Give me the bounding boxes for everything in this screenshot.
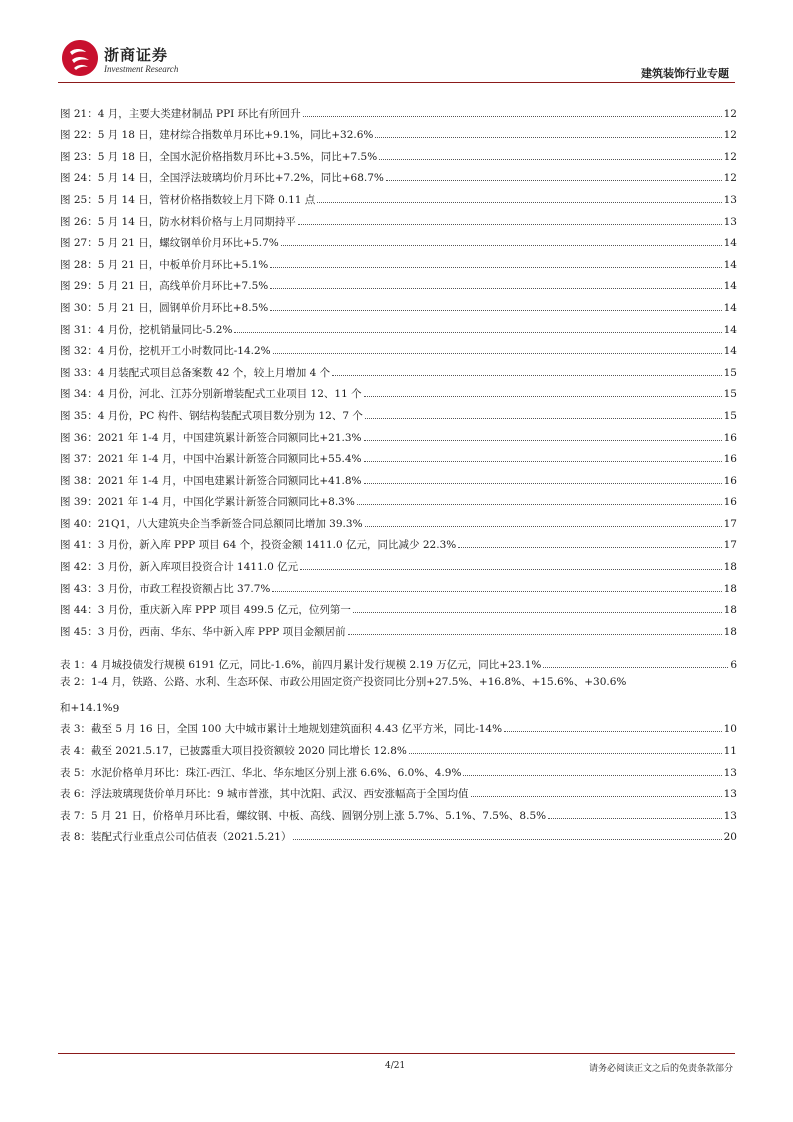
entry-label: 表 1：4 月城投债发行规模 6191 亿元，同比-1.6%，前四月累计发行规模 2.19 万亿元，同比+23.1% [60,658,542,671]
entry-label: 图 35：4 月份，PC 构件、钢结构装配式项目数分别为 12、7 个 [60,409,363,422]
table-index [60,650,737,844]
entry-page: 11 [723,744,737,757]
entry-page: 18 [723,582,737,595]
table-toc-entry[interactable] [60,715,737,737]
entry-page: 14 [723,237,737,250]
entry-page: 17 [723,539,737,552]
figure-toc-entry[interactable] [60,466,737,488]
figure-toc-entry[interactable] [60,185,737,207]
table-toc-entry[interactable] [60,672,737,715]
figure-toc-entry[interactable] [60,99,737,121]
figure-toc-entry[interactable] [60,142,737,164]
header-divider [58,82,735,83]
figure-toc-entry[interactable] [60,164,737,186]
entry-label: 图 43：3 月份，市政工程投资额占比 37.7% [60,582,271,595]
entry-page: 16 [723,431,737,444]
entry-label: 表 5：水泥价格单月环比：珠江-西江、华北、华东地区分别上涨 6.6%、6.0%、4.9% [60,766,462,779]
entry-label: 图 23：5 月 18 日，全国水泥价格指数月环比+3.5%，同比+7.5% [60,150,378,163]
leader-dots [270,267,721,268]
entry-page: 14 [723,323,737,336]
leader-dots [471,796,722,797]
figure-toc-entry[interactable] [60,380,737,402]
leader-dots [270,310,721,311]
logo-icon [60,38,100,78]
entry-label: 图 44：3 月份，重庆新入库 PPP 项目 499.5 亿元，位列第一 [60,604,351,617]
leader-dots [364,440,722,441]
figure-toc-entry[interactable] [60,272,737,294]
entry-page: 18 [723,625,737,638]
leader-dots [364,483,722,484]
entry-label: 图 34：4 月份，河北、江苏分别新增装配式工业项目 12、11 个 [60,388,362,401]
table-toc-entry[interactable] [60,780,737,802]
report-title: 建筑装饰行业专题 [641,67,729,80]
figure-toc-entry[interactable] [60,596,737,618]
figure-toc-entry[interactable] [60,358,737,380]
leader-dots [317,202,721,203]
entry-label: 图 31：4 月份，挖机销量同比-5.2% [60,323,233,336]
figure-toc-entry[interactable] [60,509,737,531]
entry-label: 图 36：2021 年 1-4 月，中国建筑累计新签合同额同比+21.3% [60,431,362,444]
entry-page: 12 [723,172,737,185]
entry-label: 图 28：5 月 21 日，中板单价月环比+5.1% [60,258,269,271]
leader-dots [504,731,722,732]
brand-name-cn: 浙商证券 [104,46,169,64]
entry-label: 图 37：2021 年 1-4 月，中国中冶累计新签合同额同比+55.4% [60,453,362,466]
leader-dots [375,137,721,138]
entry-label: 图 38：2021 年 1-4 月，中国电建累计新签合同额同比+41.8% [60,474,362,487]
leader-dots [543,667,728,668]
figure-index [60,99,737,639]
figure-toc-entry[interactable] [60,337,737,359]
table-toc-entry[interactable] [60,801,737,823]
entry-label: 图 24：5 月 14 日，全国浮法玻璃均价月环比+7.2%，同比+68.7% [60,172,384,185]
entry-label: 表 3：截至 5 月 16 日，全国 100 大中城市累计土地规划建筑面积 4.43 亿平方米，同比-14% [60,723,503,736]
entry-page: 15 [723,388,737,401]
entry-page: 14 [723,280,737,293]
entry-label: 图 30：5 月 21 日，圆钢单价月环比+8.5% [60,301,269,314]
entry-label: 图 22：5 月 18 日，建材综合指数单月环比+9.1%，同比+32.6% [60,129,374,142]
entry-label: 图 41：3 月份，新入库 PPP 项目 64 个，投资金额 1411.0 亿元，同比减少 22.3% [60,539,457,552]
company-logo [60,38,190,78]
entry-page: 16 [723,453,737,466]
entry-page: 9 [112,702,120,715]
disclaimer-note: 请务必阅读正文之后的免责条款部分 [588,1064,733,1074]
figure-toc-entry[interactable] [60,488,737,510]
entry-page: 15 [723,366,737,379]
figure-toc-entry[interactable] [60,401,737,423]
figure-toc-entry[interactable] [60,574,737,596]
leader-dots [463,775,721,776]
figure-toc-entry[interactable] [60,423,737,445]
page-number: 4/21 [385,1061,406,1071]
leader-dots [332,375,722,376]
leader-dots [293,839,721,840]
table-toc-entry[interactable] [60,736,737,758]
leader-dots [300,569,721,570]
brand-name-en: Investment Research [104,64,179,74]
entry-label: 图 40：21Q1，八大建筑央企当季新签合同总额同比增加 39.3% [60,517,363,530]
entry-label: 图 21：4 月，主要大类建材制品 PPI 环比有所回升 [60,107,301,120]
leader-dots [273,353,722,354]
leader-dots [458,547,721,548]
leader-dots [272,591,721,592]
entry-page: 13 [723,788,737,801]
entry-label: 图 27：5 月 21 日，螺纹钢单价月环比+5.7% [60,237,279,250]
entry-label-continued: 和+14.1% [60,701,113,714]
leader-dots [409,753,722,754]
entry-page: 13 [723,809,737,822]
leader-dots [298,224,722,225]
entry-page: 12 [723,150,737,163]
entry-label: 图 25：5 月 14 日，管材价格指数较上月下降 0.11 点 [60,193,316,206]
entry-page: 13 [723,766,737,779]
entry-page: 13 [723,215,737,228]
entry-page: 14 [723,258,737,271]
leader-dots [379,159,721,160]
entry-label: 图 42：3 月份，新入库项目投资合计 1411.0 亿元 [60,561,299,574]
entry-page: 14 [723,301,737,314]
entry-page: 16 [723,474,737,487]
entry-label: 图 45：3 月份，西南、华东、华中新入库 PPP 项目金额居前 [60,625,346,638]
entry-label: 图 29：5 月 21 日，高线单价月环比+7.5% [60,280,269,293]
entry-label: 图 26：5 月 14 日，防水材料价格与上月同期持平 [60,215,296,228]
table-toc-entry[interactable] [60,823,737,845]
entry-label: 表 8：装配式行业重点公司估值表（2021.5.21） [60,831,292,844]
table-toc-entry[interactable] [60,650,737,672]
leader-dots [303,116,722,117]
entry-page: 12 [723,129,737,142]
entry-label: 图 39：2021 年 1-4 月，中国化学累计新签合同额同比+8.3% [60,496,355,509]
leader-dots [365,526,722,527]
entry-page: 13 [723,193,737,206]
leader-dots [270,288,721,289]
entry-page: 18 [723,561,737,574]
table-toc-entry[interactable] [60,758,737,780]
figure-toc-entry[interactable] [60,229,737,251]
figure-toc-entry[interactable] [60,552,737,574]
figure-toc-entry[interactable] [60,121,737,143]
figure-toc-entry[interactable] [60,315,737,337]
entry-page: 16 [723,496,737,509]
leader-dots [365,418,722,419]
figure-toc-entry[interactable] [60,250,737,272]
leader-dots [364,396,722,397]
figure-toc-entry[interactable] [60,293,737,315]
leader-dots [348,634,722,635]
entry-page: 17 [723,517,737,530]
entry-label: 图 32：4 月份，挖机开工小时数同比-14.2% [60,345,271,358]
leader-dots [357,504,722,505]
leader-dots [386,180,722,181]
page-header [0,0,793,90]
entry-page: 15 [723,409,737,422]
entry-page: 14 [723,345,737,358]
leader-dots [364,461,722,462]
entry-page: 18 [723,604,737,617]
footer-divider [58,1053,735,1054]
leader-dots [281,245,722,246]
leader-dots [234,332,721,333]
entry-page: 12 [723,107,737,120]
entry-label: 表 4：截至 2021.5.17，已披露重大项目投资额较 2020 同比增长 12.8% [60,744,407,757]
figure-toc-entry[interactable] [60,531,737,553]
entry-page: 10 [723,723,737,736]
entry-label: 表 6：浮法玻璃现货价单月环比：9 城市普涨，其中沈阳、武汉、西安涨幅高于全国均值 [60,788,469,801]
figure-toc-entry[interactable] [60,445,737,467]
entry-label: 表 2：1-4 月，铁路、公路、水利、生态环保、市政公用固定资产投资同比分别+27.5%、+16.8%、+15.6%、+30.6% [60,675,627,688]
figure-toc-entry[interactable] [60,207,737,229]
leader-dots [353,612,722,613]
entry-page: 20 [723,831,737,844]
entry-label: 表 7：5 月 21 日，价格单月环比看，螺纹钢、中板、高线、圆钢分别上涨 5.7%、5.1%、7.5%、8.5% [60,809,547,822]
leader-dots [548,818,722,819]
entry-page: 6 [730,658,737,671]
entry-label: 图 33：4 月装配式项目总备案数 42 个，较上月增加 4 个 [60,366,331,379]
figure-toc-entry[interactable] [60,617,737,639]
